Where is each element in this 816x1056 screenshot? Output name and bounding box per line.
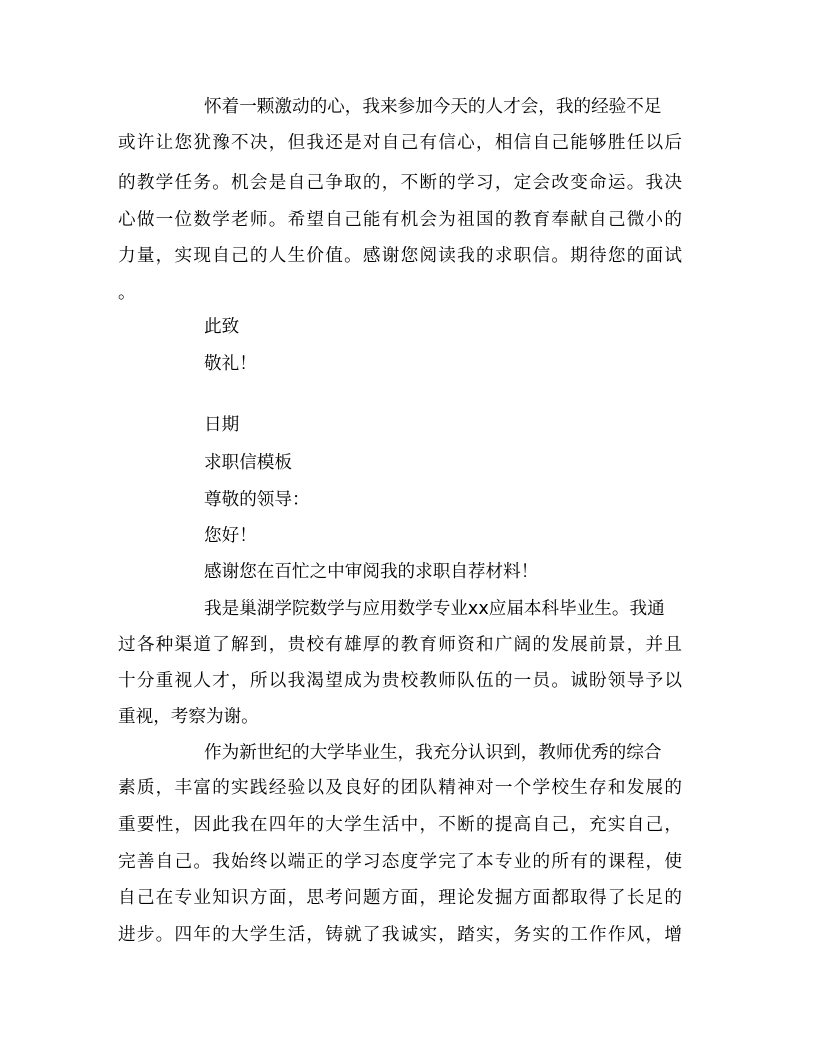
paragraph-line: 过各种渠道了解到，贵校有雄厚的教育师资和广阔的发展前景，并且: [118, 635, 682, 655]
paragraph-line: 自己在专业知识方面，思考问题方面，理论发掘方面都取得了长足的: [118, 888, 682, 908]
paragraph-line: 或许让您犹豫不决，但我还是对自己有信心，相信自己能够胜任以后: [118, 133, 682, 153]
paragraph-line: 。: [118, 283, 136, 303]
paragraph-line: 进步。四年的大学生活，铸就了我诚实，踏实，务实的工作作风，增: [118, 925, 682, 945]
document-title: 求职信模板: [204, 453, 292, 473]
salutation: 尊敬的领导：: [204, 490, 310, 510]
greeting: 您好！: [204, 526, 257, 546]
paragraph-line: 我是巢湖学院数学与应用数学专业xx应届本科毕业生。我通: [204, 599, 665, 619]
paragraph-line: 重要性，因此我在四年的大学生活中，不断的提高自己，充实自己，: [118, 815, 682, 835]
paragraph-line: 素质，丰富的实践经验以及良好的团队精神对一个学校生存和发展的: [118, 778, 682, 798]
paragraph-line: 作为新世纪的大学毕业生，我充分认识到，教师优秀的综合: [204, 743, 662, 763]
paragraph-line: 重视，考察为谢。: [118, 707, 259, 727]
paragraph-line: 怀着一颗激动的心，我来参加今天的人才会，我的经验不足: [204, 97, 662, 117]
paragraph-line: 十分重视人才，所以我渴望成为贵校教师队伍的一员。诚盼领导予以: [118, 671, 682, 691]
closing-line: 此致: [204, 317, 240, 337]
date-label: 日期: [204, 415, 240, 435]
paragraph-line: 力量，实现自己的人生价值。感谢您阅读我的求职信。期待您的面试: [118, 246, 682, 266]
paragraph-line: 的教学任务。机会是自己争取的，不断的学习，定会改变命运。我决: [118, 173, 682, 193]
paragraph-line: 完善自己。我始终以端正的学习态度学完了本专业的所有的课程，使: [118, 852, 682, 872]
paragraph-line: 心做一位数学老师。希望自己能有机会为祖国的教育奉献自己微小的: [118, 210, 682, 230]
thanks-line: 感谢您在百忙之中审阅我的求职自荐材料！: [204, 562, 539, 582]
closing-line: 敬礼！: [204, 354, 257, 374]
